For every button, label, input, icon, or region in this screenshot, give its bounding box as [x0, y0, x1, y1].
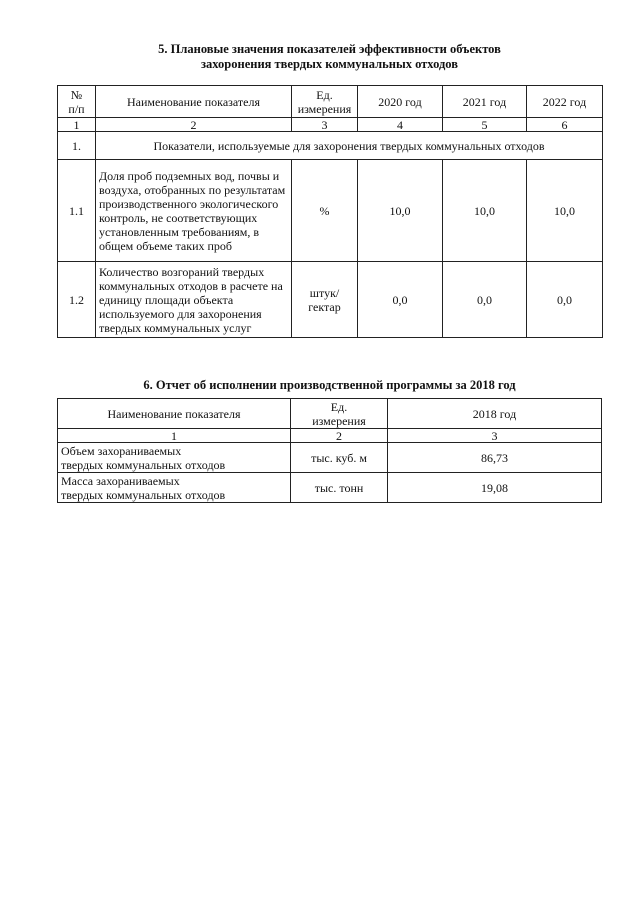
colnum-2: 2: [96, 118, 292, 132]
header-num: [58, 86, 96, 118]
colnum-4: 4: [358, 118, 443, 132]
section6-title: 6. Отчет об исполнении производственной программы за 2018 год: [143, 378, 516, 392]
row-name-line2: твердых коммунальных отходов: [61, 487, 226, 502]
header-num-line2: п/п: [68, 101, 85, 116]
table-row: [58, 473, 602, 503]
colnum-2: 2: [291, 429, 388, 443]
header-2021: 2021 год: [443, 86, 527, 118]
row-name: [58, 473, 291, 503]
table5-group-row: [58, 132, 603, 160]
table6-header-row: [58, 399, 602, 429]
section5-title-line2: захоронения твердых коммунальных отходов: [201, 57, 458, 71]
row-value-2020: 10,0: [358, 160, 443, 262]
row-num: 1.2: [58, 262, 96, 338]
header-name: Наименование показателя: [58, 399, 291, 429]
colnum-1: 1: [58, 118, 96, 132]
header-2020: 2020 год: [358, 86, 443, 118]
row-unit: тыс. куб. м: [291, 443, 388, 473]
header-unit: [291, 399, 388, 429]
planned-indicators-table: [57, 85, 603, 338]
header-2022: 2022 год: [527, 86, 603, 118]
colnum-3: 3: [292, 118, 358, 132]
row-unit: %: [292, 160, 358, 262]
header-unit-line1: Ед.: [316, 87, 333, 102]
colnum-6: 6: [527, 118, 603, 132]
row-name: [58, 443, 291, 473]
group-label: Показатели, используемые для захоронения твердых коммунальных отходов: [96, 132, 603, 160]
header-unit-line2: измерения: [297, 101, 352, 116]
header-num-line1: №: [70, 87, 83, 102]
header-unit-line1: Ед.: [330, 399, 348, 414]
header-year: 2018 год: [388, 399, 602, 429]
row-name: Доля проб подземных вод, почвы и воздуха, отобранных по результатам производственного экологического контроль, не соответствующих установленным требованиям, в общем объеме таких проб: [96, 160, 292, 262]
header-unit-line2: измерения: [312, 413, 366, 428]
row-name-line1: Масса захораниваемых: [61, 473, 180, 488]
table5-header-row: [58, 86, 603, 118]
program-report-table: [57, 398, 602, 503]
row-value: 19,08: [388, 473, 602, 503]
section5-title-line1: 5. Плановые значения показателей эффективности объектов: [158, 42, 501, 56]
table-row: [58, 160, 603, 262]
row-num: 1.1: [58, 160, 96, 262]
header-unit: [292, 86, 358, 118]
row-name: Количество возгораний твердых коммунальных отходов в расчете на единицу площади объекта используемого для захоронения твердых коммунальных услуг: [96, 262, 292, 338]
colnum-1: 1: [58, 429, 291, 443]
table-row: [58, 262, 603, 338]
table5-colnum-row: [58, 118, 603, 132]
row-value-2021: 10,0: [443, 160, 527, 262]
section5-title: [10, 42, 639, 72]
row-name-line2: твердых коммунальных отходов: [61, 457, 226, 472]
colnum-5: 5: [443, 118, 527, 132]
row-value-2022: 0,0: [527, 262, 603, 338]
row-unit: тыс. тонн: [291, 473, 388, 503]
group-num: 1.: [58, 132, 96, 160]
row-value-2020: 0,0: [358, 262, 443, 338]
row-unit: штук/ гектар: [292, 262, 358, 338]
row-value-2021: 0,0: [443, 262, 527, 338]
row-value-2022: 10,0: [527, 160, 603, 262]
table6-colnum-row: [58, 429, 602, 443]
table-row: [58, 443, 602, 473]
colnum-3: 3: [388, 429, 602, 443]
row-name-line1: Объем захораниваемых: [61, 443, 182, 458]
row-value: 86,73: [388, 443, 602, 473]
header-name: Наименование показателя: [96, 86, 292, 118]
